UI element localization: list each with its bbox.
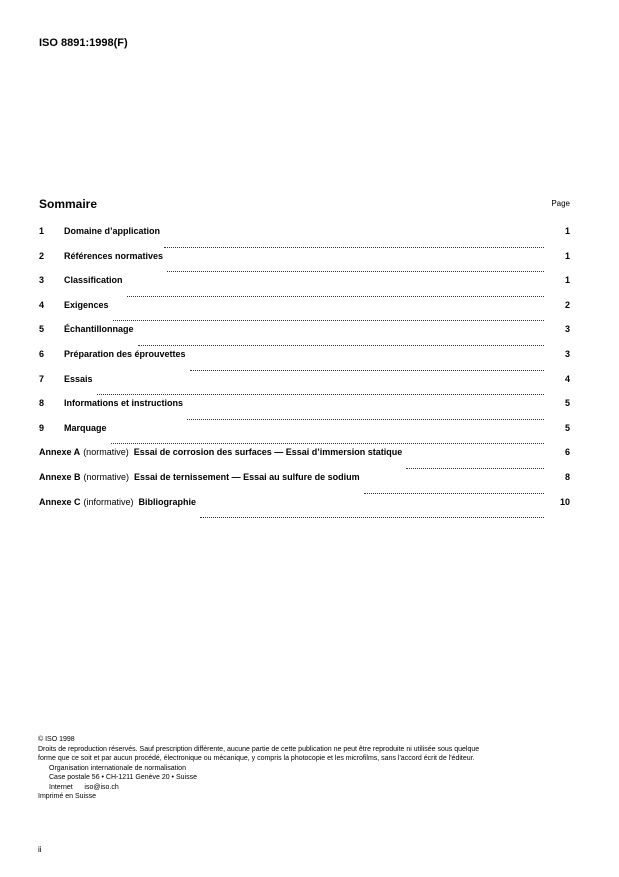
dot-leader [187, 418, 544, 420]
page-number: ii [38, 845, 42, 854]
annex-title: Essai de corrosion des surfaces — Essai d’immersion statique [133, 447, 403, 458]
entry-title: Échantillonnage [64, 324, 134, 335]
toc-annex-entry[interactable] [39, 497, 570, 522]
annex-page: 10 [559, 496, 570, 507]
entry-page: 1 [564, 275, 570, 286]
internet-contact[interactable]: Internet iso@iso.ch [49, 783, 119, 791]
printed-in: Imprimé en Suisse [38, 793, 96, 800]
dot-leader [190, 369, 544, 371]
dot-leader [406, 467, 544, 469]
entry-page: 2 [564, 299, 570, 310]
annex-page: 6 [564, 447, 570, 458]
entry-page: 1 [564, 250, 570, 261]
dot-leader [200, 516, 544, 518]
entry-page: 5 [564, 398, 570, 409]
dot-leader [127, 295, 544, 297]
dot-leader [138, 344, 544, 346]
annex-label: Annexe A [39, 447, 81, 458]
toc-annex-entry[interactable] [39, 472, 570, 497]
entry-title: Préparation des éprouvettes [64, 348, 186, 359]
entry-title: Classification [64, 275, 123, 286]
dot-leader [167, 270, 544, 272]
annex-page: 8 [564, 471, 570, 482]
document-id: ISO 8891:1998(F) [39, 37, 128, 49]
toc-entry[interactable] [39, 226, 570, 251]
annex-label: Annexe C [39, 496, 81, 507]
entry-number: 6 [39, 348, 45, 359]
toc-entry[interactable] [39, 349, 570, 374]
entry-page: 5 [564, 422, 570, 433]
dot-leader [364, 492, 544, 494]
table-of-contents [39, 226, 570, 521]
annex-type: (normative) [83, 447, 129, 458]
entry-title: Essais [64, 373, 93, 384]
toc-annex-entry[interactable] [39, 447, 570, 472]
rights-text-line-2: forme que ce soit et par aucun procédé, électronique ou mécanique, y compris la photocopie et les microfilms, sans l'accord écrit de l'éditeur. [38, 755, 475, 762]
toc-entry[interactable] [39, 275, 570, 300]
entry-number: 3 [39, 275, 45, 286]
annex-title: Bibliographie [138, 496, 197, 507]
toc-entry[interactable] [39, 374, 570, 399]
entry-number: 5 [39, 324, 45, 335]
entry-number: 2 [39, 250, 45, 261]
entry-title: Marquage [64, 422, 107, 433]
annex-type: (normative) [83, 471, 130, 482]
annex-title: Essai de ternissement — Essai au sulfure de sodium [134, 471, 360, 482]
toc-entry[interactable] [39, 251, 570, 276]
entry-page: 1 [564, 226, 570, 236]
entry-title: Informations et instructions [64, 398, 184, 409]
toc-entry[interactable] [39, 423, 570, 448]
dot-leader [164, 246, 544, 248]
entry-page: 4 [564, 373, 570, 384]
entry-number: 9 [39, 422, 45, 433]
entry-title: Références normatives [64, 250, 164, 261]
toc-title: Sommaire [39, 197, 98, 211]
dot-leader [111, 442, 544, 444]
entry-number: 1 [39, 226, 45, 236]
postal-address: Case postale 56 • CH-1211 Genève 20 • Suisse [49, 774, 197, 781]
toc-entry[interactable] [39, 324, 570, 349]
copyright-footer [38, 735, 583, 802]
annex-label: Annexe B [39, 471, 81, 482]
dot-leader [113, 319, 544, 321]
copyright-line: © ISO 1998 [38, 736, 75, 743]
toc-entry[interactable] [39, 398, 570, 423]
organization-name: Organisation internationale de normalisation [49, 764, 186, 772]
entry-title: Exigences [64, 299, 109, 310]
entry-page: 3 [564, 324, 570, 335]
entry-number: 8 [39, 398, 45, 409]
rights-text-line-1: Droits de reproduction réservés. Sauf prescription différente, aucune partie de cette publication ne peut être reproduite ni utilisée sous quelque [38, 745, 480, 753]
entry-number: 4 [39, 299, 45, 310]
toc-entry[interactable] [39, 300, 570, 325]
entry-number: 7 [39, 373, 45, 384]
toc-page-label: Page [551, 199, 570, 208]
entry-page: 3 [564, 348, 570, 359]
annex-type: (informative) [83, 496, 134, 507]
entry-title: Domaine d’application [64, 226, 161, 236]
dot-leader [97, 393, 544, 395]
